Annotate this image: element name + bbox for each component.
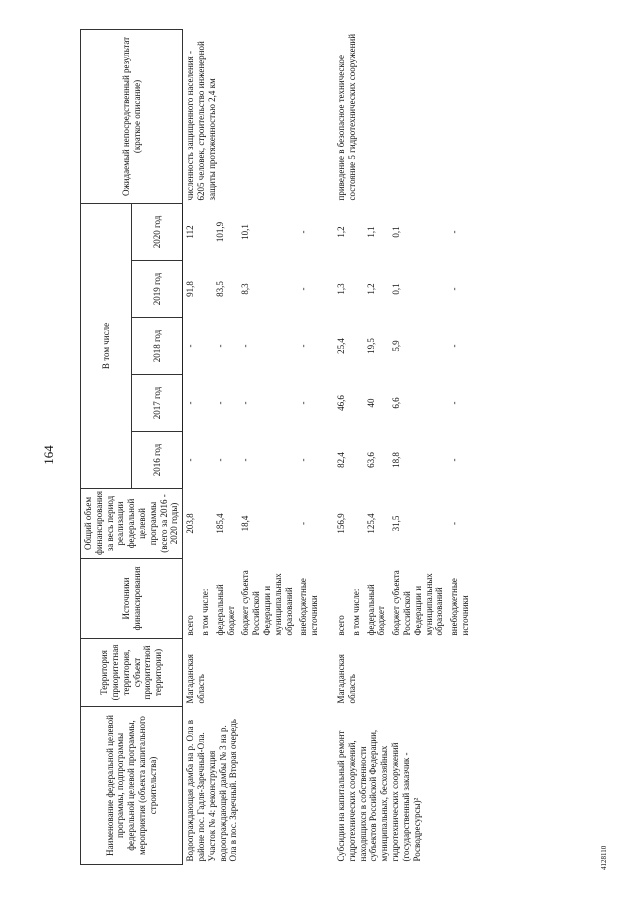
financing-table xyxy=(80,29,473,865)
value-cell xyxy=(198,203,213,260)
project-result: численность защищенного населения - 6205 человек, строительство инженерной защиты протяженностью 2,4 км xyxy=(185,41,217,201)
footer-code: 4128110 xyxy=(600,845,608,870)
value-cell: 8,3 xyxy=(240,283,251,295)
header-name: Наименование федеральной целевой программы, подпрограммы федеральной целевой программы, мероприятия (объекта капитального строительства) xyxy=(81,707,183,865)
table-body xyxy=(183,29,473,864)
header-including: В том числе xyxy=(81,203,132,488)
value-cell: - xyxy=(240,458,251,462)
value-cell: - xyxy=(449,230,460,234)
value-cell xyxy=(349,261,364,318)
value-cell: - xyxy=(298,344,309,348)
value-cell: 0,1 xyxy=(391,226,402,238)
value-cell: - xyxy=(449,458,460,462)
value-cell: - xyxy=(185,344,196,348)
total-cell: 203,8 xyxy=(185,513,196,534)
header-total: Общий объем финансирования за весь период реализации федеральной целевой программы (всего за 2016 - 2020 годы) xyxy=(81,489,183,559)
value-cell xyxy=(349,375,364,432)
header-sources: Источники финансирования xyxy=(81,559,183,639)
header-year: 2020 год xyxy=(132,203,183,260)
value-cell: 1,3 xyxy=(335,283,346,295)
value-cell: 1,1 xyxy=(365,226,376,238)
total-cell: 31,5 xyxy=(391,515,402,532)
value-cell: - xyxy=(449,287,460,291)
value-cell: 1,2 xyxy=(365,283,376,295)
total-cell: 156,9 xyxy=(335,513,346,534)
value-cell: 25,4 xyxy=(335,338,346,354)
value-cell: 18,8 xyxy=(391,452,402,468)
page-number: 164 xyxy=(41,445,56,465)
value-cell: 83,5 xyxy=(214,281,225,297)
value-cell: - xyxy=(185,401,196,405)
value-cell: 10,1 xyxy=(240,224,251,240)
project-territory: Магаданская область xyxy=(335,654,357,704)
value-cell xyxy=(198,375,213,432)
value-cell: 82,4 xyxy=(335,452,346,468)
value-cell: 6,6 xyxy=(391,397,402,409)
header-year: 2019 год xyxy=(132,261,183,318)
table-container xyxy=(80,30,600,865)
source-cell: федеральный бюджет xyxy=(365,584,387,636)
header-result: Ожидаемый непосредственный результат (краткое описание) xyxy=(81,29,183,203)
value-cell: 5,9 xyxy=(391,340,402,352)
value-cell: 19,5 xyxy=(365,338,376,354)
source-cell: бюджет субъекта Российской Федерации и муниципальных образований xyxy=(391,570,445,636)
source-cell: внебюджетные источники xyxy=(449,578,470,636)
value-cell: 101,9 xyxy=(214,221,225,243)
header-year: 2018 год xyxy=(132,318,183,375)
source-cell: бюджет субъекта Российской Федерации и муниципальных образований xyxy=(240,570,294,636)
value-cell xyxy=(349,203,364,260)
source-cell: в том числе: xyxy=(199,588,210,636)
value-cell: - xyxy=(214,401,225,405)
value-cell: 0,1 xyxy=(391,283,402,295)
value-cell: 1,2 xyxy=(335,226,346,238)
total-cell xyxy=(349,489,364,559)
value-cell: - xyxy=(298,230,309,234)
value-cell xyxy=(198,261,213,318)
value-cell: - xyxy=(449,401,460,405)
source-cell: всего xyxy=(335,615,346,636)
table-row xyxy=(183,29,198,864)
project-name: Субсидии на капитальный ремонт гидротехнических сооружений, находящихся в собственности субъектов Российской Федерации, муниципальных, бесхозяйных гидротехнических сооружений (государственный заказчик - Росводресурсы)² xyxy=(335,729,422,862)
header-territory: Территория (приоритетная территория, субъект приоритетной территории) xyxy=(81,639,183,707)
value-cell xyxy=(349,318,364,375)
value-cell: 112 xyxy=(185,225,196,239)
total-cell: - xyxy=(298,522,309,525)
header-year: 2017 год xyxy=(132,375,183,432)
project-result: приведение в безопасное техническое состояние 5 гидротехнических сооружений xyxy=(335,33,357,201)
value-cell: - xyxy=(298,458,309,462)
value-cell: - xyxy=(214,458,225,462)
value-cell xyxy=(198,432,213,489)
value-cell: 91,8 xyxy=(185,281,196,297)
source-cell: внебюджетные источники xyxy=(298,578,320,636)
value-cell: 46,6 xyxy=(335,395,346,411)
value-cell: - xyxy=(449,344,460,348)
total-cell: - xyxy=(449,522,460,525)
source-cell: всего xyxy=(185,615,196,636)
value-cell: - xyxy=(298,401,309,405)
header-year: 2016 год xyxy=(132,432,183,489)
project-territory: Магаданская область xyxy=(185,654,206,704)
total-cell: 18,4 xyxy=(240,515,251,532)
total-cell: 125,4 xyxy=(365,513,376,534)
total-cell xyxy=(198,489,213,559)
project-name: Водоограждающая дамба на р. Ола в районе пос. Гадля-Заречный-Ола. Участок № 4: реконструкция водоограждающей дамбы № 3 на р. Ола в пос. Заречный. Вторая очередь xyxy=(185,719,239,862)
value-cell: 63,6 xyxy=(365,452,376,468)
source-cell: в том числе: xyxy=(350,588,361,636)
total-cell: 185,4 xyxy=(214,513,225,534)
value-cell: - xyxy=(240,344,251,348)
source-cell: федеральный бюджет xyxy=(214,584,236,636)
rotated-table-area xyxy=(80,30,600,865)
table-row xyxy=(322,29,349,864)
value-cell: - xyxy=(185,458,196,462)
value-cell: 40 xyxy=(365,398,376,408)
value-cell xyxy=(349,432,364,489)
value-cell: - xyxy=(214,344,225,348)
value-cell: - xyxy=(298,287,309,291)
value-cell: - xyxy=(240,401,251,405)
value-cell xyxy=(198,318,213,375)
